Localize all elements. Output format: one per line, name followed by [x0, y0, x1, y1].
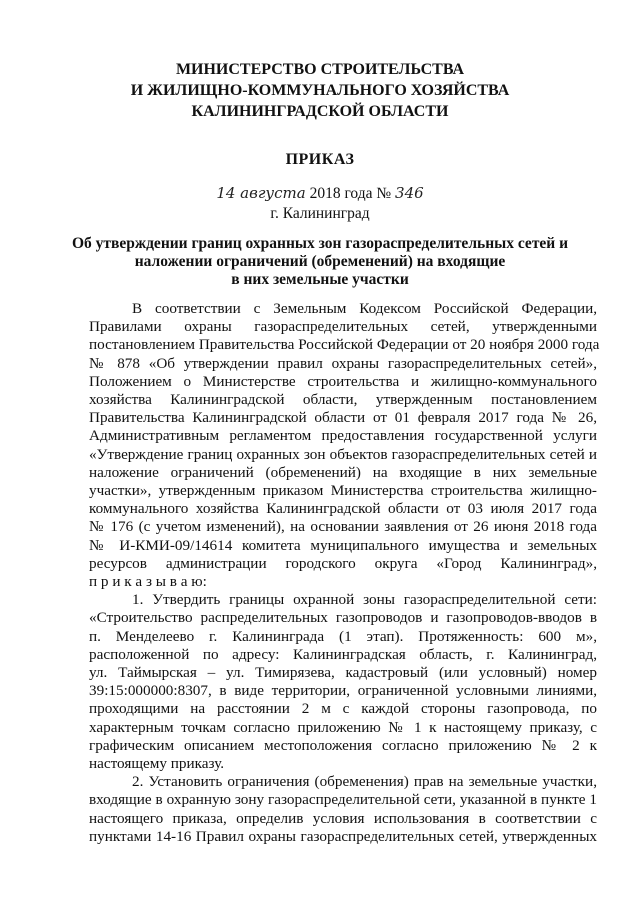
body-line: № И-КМИ-09/14614 комитета муниципального имущества и земельных — [89, 536, 597, 554]
body-line: В соответствии с Земельным Кодексом Российской Федерации, — [132, 300, 597, 317]
body-line: ресурсов администрации городского округа «Город Калининград», — [89, 554, 597, 572]
item2-line: входящие в охранную зону газораспределительной сети, указанной в пункте 1 — [89, 791, 597, 809]
item2-line: 2. Установить ограничения (обременения) прав на земельные участки, — [132, 773, 597, 791]
body-line: Правительства Калининградской области от 01 февраля 2017 года № 26, — [89, 409, 597, 427]
item1-line: проходящими на расстоянии 2 м с каждой стороны газопровода, по — [89, 700, 597, 718]
subject-line: Об утверждении границ охранных зон газораспределительных сетей и — [71, 235, 569, 252]
body-line: № 176 (с учетом изменений), на основании заявления от 26 июня 2018 года — [89, 518, 597, 536]
item1-line: «Строительство распределительных газопроводов и газопроводов-вводов в — [89, 609, 597, 627]
subject-line: наложении ограничений (обременений) на входящие — [134, 253, 506, 270]
ministry-line: КАЛИНИНГРАДСКОЙ ОБЛАСТИ — [191, 103, 449, 120]
item2-line: настоящего приказа, определив условия использования в соответствии с — [89, 809, 597, 827]
body-line: Положением о Министерстве строительства и жилищно-коммунального — [89, 372, 597, 390]
item1-line: 39:15:000000:8307, в виде территории, ограниченной условными линиями, — [89, 682, 597, 700]
order-subject — [0, 235, 640, 289]
ministry-line: МИНИСТЕРСТВО СТРОИТЕЛЬСТВА — [175, 61, 465, 78]
body-line: Правилами охраны газораспределительных сетей, утвержденными — [89, 318, 597, 336]
item1-line: графическим описанием местоположения согласно приложению № 2 к — [89, 736, 597, 754]
ministry-header — [0, 59, 640, 122]
order-word: п р и к а з ы в а ю: — [89, 573, 207, 591]
item2-line: пунктами 14-16 Правил охраны газораспределительных сетей, утвержденных — [89, 827, 597, 845]
body-line: Административным регламентом предоставления государственной услуги — [89, 427, 597, 445]
handwritten-number: 346 — [395, 184, 424, 202]
order-date-line — [0, 184, 640, 203]
item1-line: п. Менделеево г. Калининграда (1 этап). Протяженность: 600 м», — [89, 627, 597, 645]
order-body — [89, 300, 600, 846]
city-line: г. Калининград — [270, 205, 370, 222]
ministry-line: И ЖИЛИЩНО-КОММУНАЛЬНОГО ХОЗЯЙСТВА — [130, 82, 510, 99]
printed-date: 2018 года № — [309, 185, 392, 202]
body-line: наложение ограничений (обременений) на входящие в них земельные — [89, 463, 597, 481]
body-line: участки», утвержденным приказом Министерства строительства жилищно- — [89, 482, 597, 500]
handwritten-date: 14 августа — [216, 184, 306, 202]
item1-line: характерным точкам согласно приложению № 1 к настоящему приказу, с — [89, 718, 597, 736]
order-title: ПРИКАЗ — [285, 151, 355, 168]
body-line: коммунального хозяйства Калининградской области от 03 июля 2017 года — [89, 500, 597, 518]
body-line: «Утверждение границ охранных зон объектов газораспределительных сетей и — [89, 445, 597, 463]
item1-line: ул. Таймырская – ул. Тимирязева, кадастровый (или условный) номер — [89, 664, 597, 682]
body-line: хозяйства Калининградской области, утвержденным постановлением — [89, 391, 597, 409]
body-line: постановлением Правительства Российской Федерации от 20 ноября 2000 года — [89, 336, 600, 354]
body-line: № 878 «Об утверждении правил охраны газораспределительных сетей», — [89, 354, 597, 372]
subject-line: в них земельные участки — [231, 271, 409, 288]
item1-line: настоящему приказу. — [89, 755, 225, 773]
item1-line: расположенной по адресу: Калининградская область, г. Калининград, — [89, 645, 597, 663]
item1-line: 1. Утвердить границы охранной зоны газораспределительной сети: — [132, 591, 597, 609]
